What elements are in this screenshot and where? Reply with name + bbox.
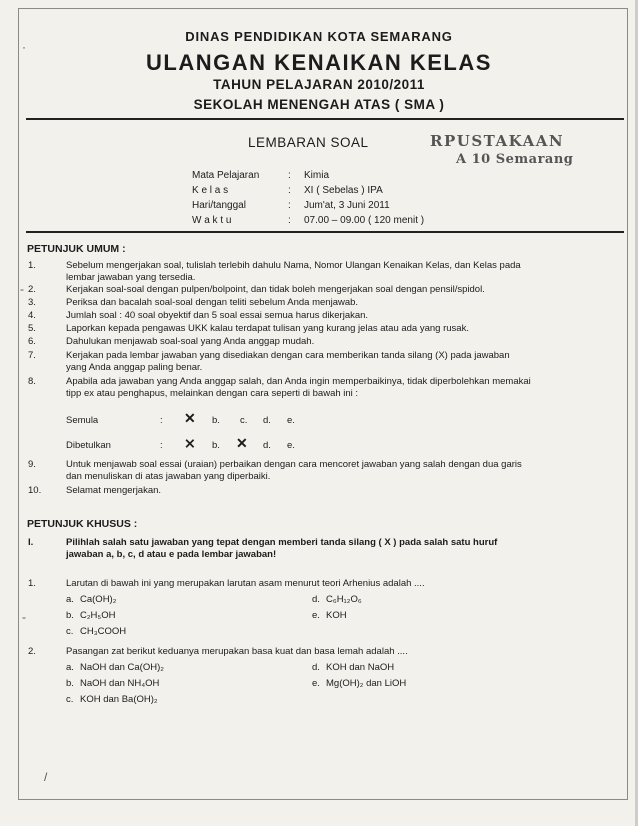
option-letter: d. — [312, 594, 320, 605]
item-number: 4. — [28, 310, 36, 321]
item-text: Untuk menjawab soal essai (uraian) perbaikan dengan cara mencoret jawaban yang salah dengan dua garis — [66, 459, 522, 470]
item-number: 10. — [28, 485, 42, 496]
option-a — [66, 662, 164, 673]
info-value: 07.00 – 09.00 ( 120 menit ) — [304, 215, 425, 226]
option-b — [66, 610, 116, 621]
info-divider — [26, 231, 624, 233]
item-text: Sebelum mengerjakan soal, tulislah terlebih dahulu Nama, Nomor Ulangan Kenaikan Kelas, dan Kelas pada — [66, 260, 521, 271]
example-option: e. — [287, 440, 295, 451]
item-text: Laporkan kepada pengawas UKK kalau terdapat tulisan yang kurang jelas atau ada yang rusak. — [66, 323, 469, 334]
item-text: Apabila ada jawaban yang Anda anggap salah, dan Anda ingin memperbaikinya, tidak diperbolehkan memakai — [66, 376, 531, 387]
library-stamp-line1: RPUSTAKAAN — [430, 132, 565, 150]
example-option: d. — [263, 415, 271, 426]
item-number: 2. — [28, 284, 36, 295]
option-c — [66, 626, 126, 637]
option-letter: e. — [312, 678, 320, 689]
info-label: K e l a s — [192, 185, 229, 196]
info-label: Hari/tanggal — [192, 200, 246, 211]
question-text: Larutan di bawah ini yang merupakan larutan asam menurut teori Arhenius adalah .... — [66, 578, 425, 589]
option-d — [312, 594, 362, 605]
info-colon: : — [288, 200, 291, 211]
margin-tick-icon: / — [44, 770, 48, 784]
example-option: e. — [287, 415, 295, 426]
doc-type: LEMBARAN SOAL — [248, 135, 369, 150]
option-e — [312, 610, 347, 621]
item-number: 5. — [28, 323, 36, 334]
option-text: NaOH dan Ca(OH)₂ — [80, 662, 164, 673]
option-text: C₆H₁₂O₆ — [326, 594, 362, 605]
header-agency: DINAS PENDIDIKAN KOTA SEMARANG — [185, 29, 453, 44]
header-divider — [26, 118, 624, 120]
question-number: 1. — [28, 578, 36, 589]
header-school: SEKOLAH MENENGAH ATAS ( SMA ) — [193, 97, 445, 112]
example-colon: : — [160, 415, 163, 426]
example-semula-label: Semula — [66, 415, 99, 426]
option-letter: c. — [66, 626, 74, 637]
info-label: Mata Pelajaran — [192, 170, 260, 181]
info-label: W a k t u — [192, 215, 232, 226]
item-text: tipp ex atau penghapus, melainkan dengan cara seperti di bawah ini : — [66, 388, 359, 399]
item-text: Jumlah soal : 40 soal obyektif dan 5 soal essai semua harus dikerjakan. — [66, 310, 369, 321]
instruction-line: jawaban a, b, c, d atau e pada lembar jawaban! — [66, 549, 277, 560]
item-text: lembar jawaban yang tersedia. — [66, 272, 196, 283]
item-number: 7. — [28, 350, 36, 361]
header-title: ULANGAN KENAIKAN KELAS — [146, 50, 492, 75]
info-value: Kimia — [304, 170, 330, 181]
margin-tick-icon: - — [22, 610, 26, 624]
library-stamp-line2: A 10 Semarang — [456, 152, 574, 167]
scribbled-cross-icon: ⨯ — [184, 435, 196, 451]
example-option: b. — [212, 415, 220, 426]
info-value: XI ( Sebelas ) IPA — [304, 185, 383, 196]
option-text: NaOH dan NH₄OH — [80, 678, 160, 689]
example-dibetulkan-label: Dibetulkan — [66, 440, 111, 451]
item-text: yang Anda anggap paling benar. — [66, 362, 203, 373]
general-instructions-title: PETUNJUK UMUM : — [27, 243, 126, 255]
option-letter: b. — [66, 610, 74, 621]
example-option: b. — [212, 440, 220, 451]
item-text: Dahulukan menjawab soal-soal yang Anda anggap mudah. — [66, 336, 315, 347]
option-text: C₂H₅OH — [80, 610, 116, 621]
info-colon: : — [288, 215, 291, 226]
option-b — [66, 678, 159, 689]
option-text: CH₃COOH — [80, 626, 127, 637]
info-colon: : — [288, 185, 291, 196]
option-letter: a. — [66, 662, 74, 673]
item-number: 9. — [28, 459, 36, 470]
item-number: 3. — [28, 297, 36, 308]
item-text: Selamat mengerjakan. — [66, 485, 162, 496]
header-year: TAHUN PELAJARAN 2010/2011 — [213, 77, 425, 92]
option-text: KOH dan Ba(OH)₂ — [80, 694, 158, 705]
option-a — [66, 594, 116, 605]
cross-mark-icon: ✕ — [236, 435, 248, 451]
item-text: Periksa dan bacalah soal-soal dengan teliti sebelum Anda menjawab. — [66, 297, 359, 308]
option-letter: b. — [66, 678, 74, 689]
instruction-line: Pilihlah salah satu jawaban yang tepat dengan memberi tanda silang ( X ) pada salah satu huruf — [66, 537, 498, 548]
info-colon: : — [288, 170, 291, 181]
option-text: Ca(OH)₂ — [80, 594, 117, 605]
option-letter: a. — [66, 594, 74, 605]
question-text: Pasangan zat berikut keduanya merupakan basa kuat dan basa lemah adalah .... — [66, 646, 408, 657]
option-text: KOH dan NaOH — [326, 662, 395, 673]
example-colon: : — [160, 440, 163, 451]
option-c — [66, 694, 158, 705]
option-letter: c. — [66, 694, 74, 705]
item-number: 8. — [28, 376, 36, 387]
item-number: 6. — [28, 336, 36, 347]
margin-tick-icon: · — [22, 40, 26, 54]
example-option: d. — [263, 440, 271, 451]
special-instructions-title: PETUNJUK KHUSUS : — [27, 518, 138, 530]
question-number: 2. — [28, 646, 36, 657]
margin-tick-icon: - — [20, 282, 24, 296]
item-text: Kerjakan soal-soal dengan pulpen/bolpoint, dan tidak boleh mengerjakan soal dengan pensil/spidol. — [66, 284, 485, 295]
cross-mark-icon: ✕ — [184, 410, 196, 426]
option-text: Mg(OH)₂ dan LiOH — [326, 678, 407, 689]
option-d — [312, 662, 394, 673]
option-e — [312, 678, 406, 689]
item-text: dan menuliskan di atas jawaban yang diperbaiki. — [66, 471, 271, 482]
item-text: Kerjakan pada lembar jawaban yang disediakan dengan cara memberikan tanda silang (X) pada jawaban — [66, 350, 510, 361]
info-value: Jum'at, 3 Juni 2011 — [304, 200, 390, 211]
option-letter: e. — [312, 610, 320, 621]
option-text: KOH — [326, 610, 347, 621]
section-number: I. — [28, 537, 34, 548]
option-letter: d. — [312, 662, 320, 673]
example-option: c. — [240, 415, 248, 426]
item-number: 1. — [28, 260, 36, 271]
